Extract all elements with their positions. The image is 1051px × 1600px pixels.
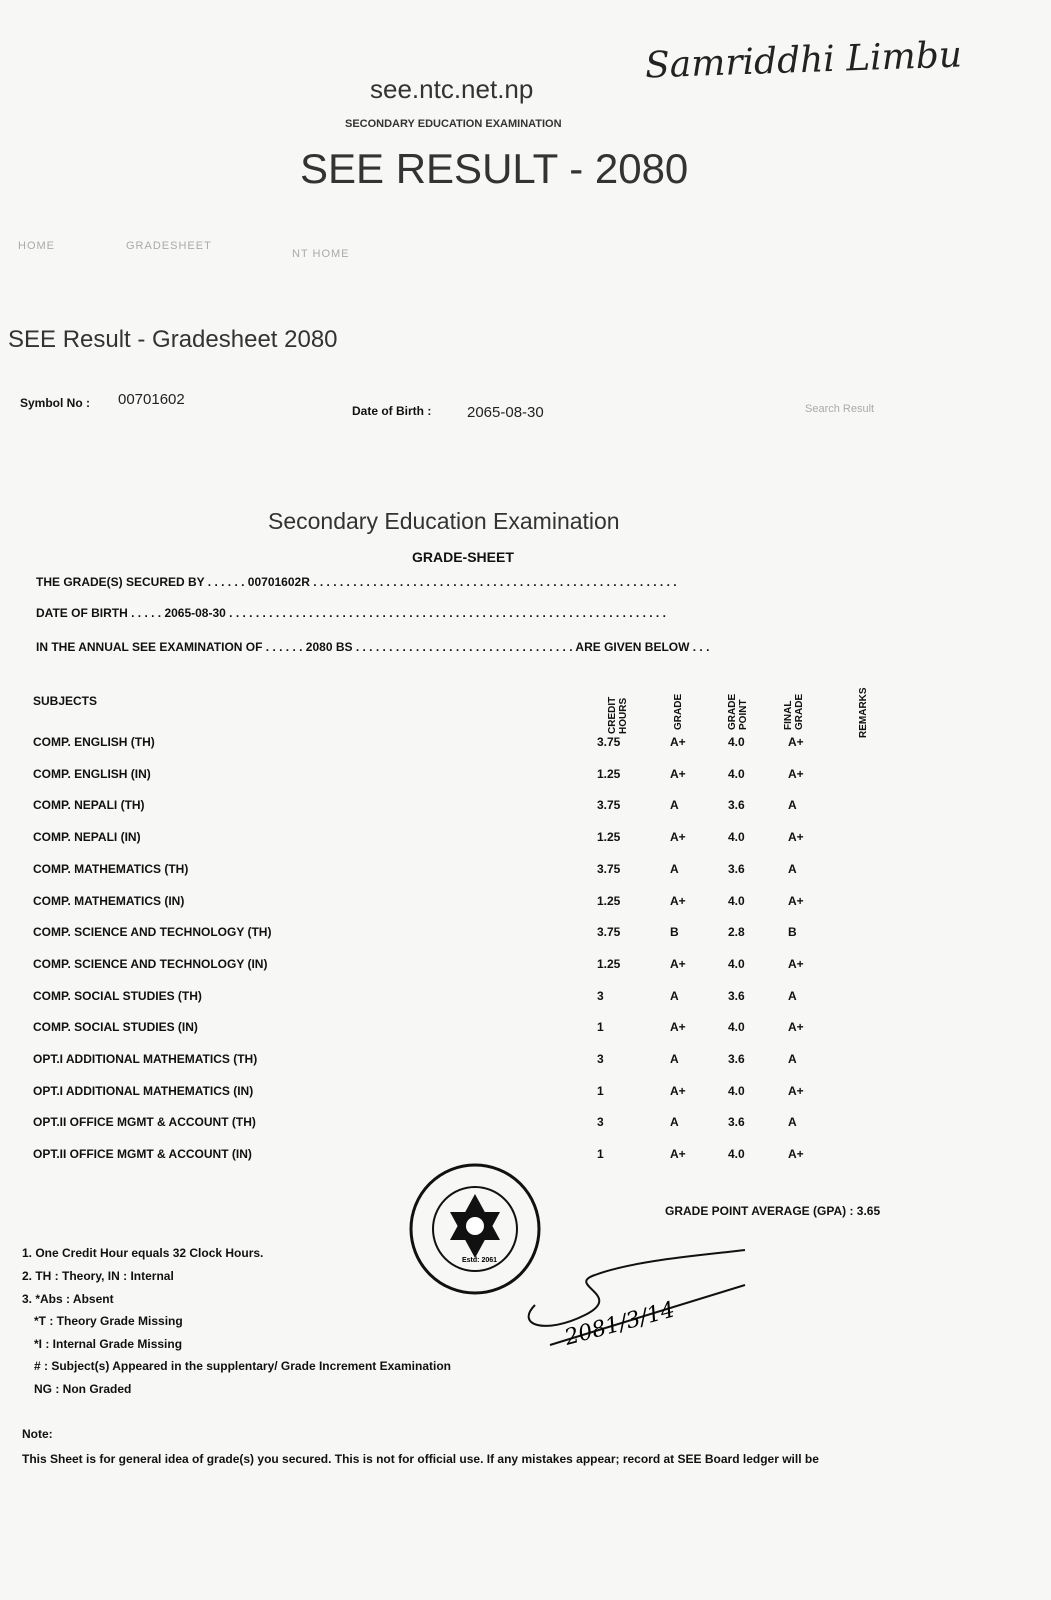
grade-cell: A+ (670, 1020, 686, 1035)
final-grade-cell: A (788, 1052, 797, 1066)
grade-point-cell: 4.0 (728, 893, 745, 908)
credit-cell: 3 (597, 1115, 604, 1130)
exam-name: SECONDARY EDUCATION EXAMINATION (345, 118, 562, 130)
dob-line: DATE OF BIRTH . . . . . 2065-08-30 . . . . . . . . . . . . . . . . . . . . . . . . . . . . . . . . . . . . . . . . . . . . . . . . . . . . . . . . . . . . . . . . . . (36, 606, 666, 620)
final-grade-cell: A (788, 861, 797, 876)
credit-cell: 3 (597, 988, 604, 1003)
credit-cell: 3.75 (597, 861, 621, 876)
col-grade: GRADE (673, 693, 684, 730)
final-grade-cell: A (788, 798, 797, 813)
note-text: This Sheet is for general idea of grade(s) you secured. This is not for official use. If any mistakes appear; record at SEE Board ledger will be (22, 1452, 819, 1466)
final-grade-cell: A+ (788, 956, 804, 971)
table-row (0, 957, 1051, 977)
grade-cell: A (670, 988, 679, 1003)
subject-cell: COMP. MATHEMATICS (TH) (33, 861, 189, 876)
footnote: 1. One Credit Hour equals 32 Clock Hours. (22, 1246, 264, 1260)
footnote: 2. TH : Theory, IN : Internal (22, 1269, 174, 1283)
subject-cell: COMP. MATHEMATICS (IN) (33, 893, 185, 908)
nav-home[interactable]: HOME (18, 240, 55, 252)
subject-cell: COMP. SOCIAL STUDIES (TH) (33, 988, 202, 1003)
credit-cell: 3.75 (597, 925, 621, 940)
grade-point-cell: 4.0 (728, 735, 745, 749)
subject-cell: OPT.II OFFICE MGMT & ACCOUNT (TH) (33, 1115, 256, 1130)
final-grade-cell: A+ (788, 893, 804, 908)
final-grade-cell: A+ (788, 1147, 804, 1162)
search-result-button[interactable]: Search Result (805, 403, 875, 415)
final-grade-cell: A+ (788, 830, 804, 845)
table-row (0, 925, 1051, 945)
secured-by-line: THE GRADE(S) SECURED BY . . . . . . 00701602R . . . . . . . . . . . . . . . . . . . . . . . . . . . . . . . . . . . . . . . . . . . . . . . . . . . . . . . (36, 575, 677, 589)
footnote: 3. *Abs : Absent (22, 1292, 114, 1306)
sheet-heading: Secondary Education Examination (268, 508, 620, 534)
grade-cell: A+ (670, 893, 686, 908)
handwritten-name: Samriddhi Limbu (644, 34, 963, 87)
symbol-value: 00701602 (118, 391, 185, 408)
subject-cell: COMP. SOCIAL STUDIES (IN) (33, 1020, 198, 1035)
credit-cell: 1.25 (597, 956, 621, 971)
grade-cell: A+ (670, 766, 686, 781)
subject-cell: COMP. NEPALI (TH) (33, 798, 145, 813)
note-label: Note: (22, 1427, 53, 1441)
credit-cell: 1.25 (597, 893, 621, 908)
nav-nt-home[interactable]: NT HOME (292, 248, 350, 260)
grade-point-cell: 3.6 (728, 988, 745, 1003)
subject-cell: COMP. ENGLISH (TH) (33, 735, 155, 749)
grade-point-cell: 4.0 (728, 766, 745, 781)
col-final-grade: FINAL GRADE (783, 693, 805, 730)
credit-cell: 1 (597, 1020, 604, 1035)
grade-cell: B (670, 925, 679, 940)
signature (505, 1245, 755, 1355)
subject-cell: COMP. NEPALI (IN) (33, 830, 141, 845)
credit-cell: 3 (597, 1052, 604, 1066)
final-grade-cell: A+ (788, 1083, 804, 1098)
table-row (0, 735, 1051, 755)
final-grade-cell: A+ (788, 735, 804, 749)
dob-label: Date of Birth : (352, 404, 432, 418)
final-grade-cell: A+ (788, 766, 804, 781)
table-row (0, 1084, 1051, 1104)
credit-cell: 3.75 (597, 735, 621, 749)
dob-value: 2065-08-30 (467, 404, 544, 421)
table-row (0, 989, 1051, 1009)
subject-cell: OPT.I ADDITIONAL MATHEMATICS (IN) (33, 1083, 254, 1098)
footnote: # : Subject(s) Appeared in the supplentary/ Grade Increment Examination (34, 1359, 451, 1373)
grade-point-cell: 4.0 (728, 1020, 745, 1035)
nav-gradesheet[interactable]: GRADESHEET (126, 240, 212, 252)
subject-cell: COMP. ENGLISH (IN) (33, 766, 151, 781)
table-row (0, 1115, 1051, 1135)
credit-cell: 1.25 (597, 830, 621, 845)
final-grade-cell: B (788, 925, 797, 940)
col-credit: CREDIT HOURS (607, 696, 629, 734)
subject-cell: OPT.II OFFICE MGMT & ACCOUNT (IN) (33, 1147, 252, 1162)
grade-cell: A (670, 798, 679, 813)
grade-cell: A+ (670, 735, 686, 749)
sheet-subheading: GRADE-SHEET (412, 549, 514, 565)
footnote: NG : Non Graded (34, 1382, 132, 1396)
grade-point-cell: 4.0 (728, 1147, 745, 1162)
col-grade-point: GRADE POINT (727, 693, 749, 730)
grade-cell: A+ (670, 1083, 686, 1098)
grade-cell: A+ (670, 830, 686, 845)
grade-point-cell: 4.0 (728, 956, 745, 971)
grade-cell: A+ (670, 956, 686, 971)
table-row (0, 767, 1051, 787)
stamp-estd: Estd: 2061 (462, 1257, 498, 1264)
subject-cell: COMP. SCIENCE AND TECHNOLOGY (TH) (33, 925, 272, 940)
footnote: *I : Internal Grade Missing (34, 1337, 183, 1351)
credit-cell: 1 (597, 1083, 604, 1098)
grade-cell: A (670, 1115, 679, 1130)
col-subjects: SUBJECTS (33, 694, 98, 708)
grade-cell: A (670, 861, 679, 876)
final-grade-cell: A+ (788, 1020, 804, 1035)
grade-point-cell: 4.0 (728, 830, 745, 845)
grade-point-cell: 3.6 (728, 1115, 745, 1130)
final-grade-cell: A (788, 1115, 797, 1130)
result-title: SEE RESULT - 2080 (300, 145, 689, 192)
credit-cell: 1.25 (597, 766, 621, 781)
table-row (0, 1052, 1051, 1072)
symbol-label: Symbol No : (20, 396, 91, 410)
grade-point-cell: 3.6 (728, 798, 745, 813)
table-row (0, 830, 1051, 850)
table-row (0, 862, 1051, 882)
table-row (0, 1020, 1051, 1040)
subject-cell: OPT.I ADDITIONAL MATHEMATICS (TH) (33, 1052, 258, 1066)
final-grade-cell: A (788, 988, 797, 1003)
grade-point-cell: 3.6 (728, 861, 745, 876)
grade-cell: A (670, 1052, 679, 1066)
credit-cell: 3.75 (597, 798, 621, 813)
exam-line: IN THE ANNUAL SEE EXAMINATION OF . . . . . . 2080 BS . . . . . . . . . . . . . . . . . . . . . . . . . . . . . . . . . ARE GIVEN BELOW . . . (36, 640, 710, 654)
credit-cell: 1 (597, 1147, 604, 1162)
col-remarks: REMARKS (858, 687, 869, 738)
signature-date: 2081/3/14 (562, 1297, 678, 1351)
table-row (0, 894, 1051, 914)
grade-cell: A+ (670, 1147, 686, 1162)
site-name: see.ntc.net.np (370, 74, 534, 104)
table-row (0, 798, 1051, 818)
gpa: GRADE POINT AVERAGE (GPA) : 3.65 (665, 1204, 881, 1218)
page-title: SEE Result - Gradesheet 2080 (8, 326, 338, 353)
grade-point-cell: 2.8 (728, 925, 745, 940)
grade-point-cell: 4.0 (728, 1083, 745, 1098)
subject-cell: COMP. SCIENCE AND TECHNOLOGY (IN) (33, 956, 268, 971)
grade-point-cell: 3.6 (728, 1052, 745, 1066)
footnote: *T : Theory Grade Missing (34, 1314, 183, 1328)
